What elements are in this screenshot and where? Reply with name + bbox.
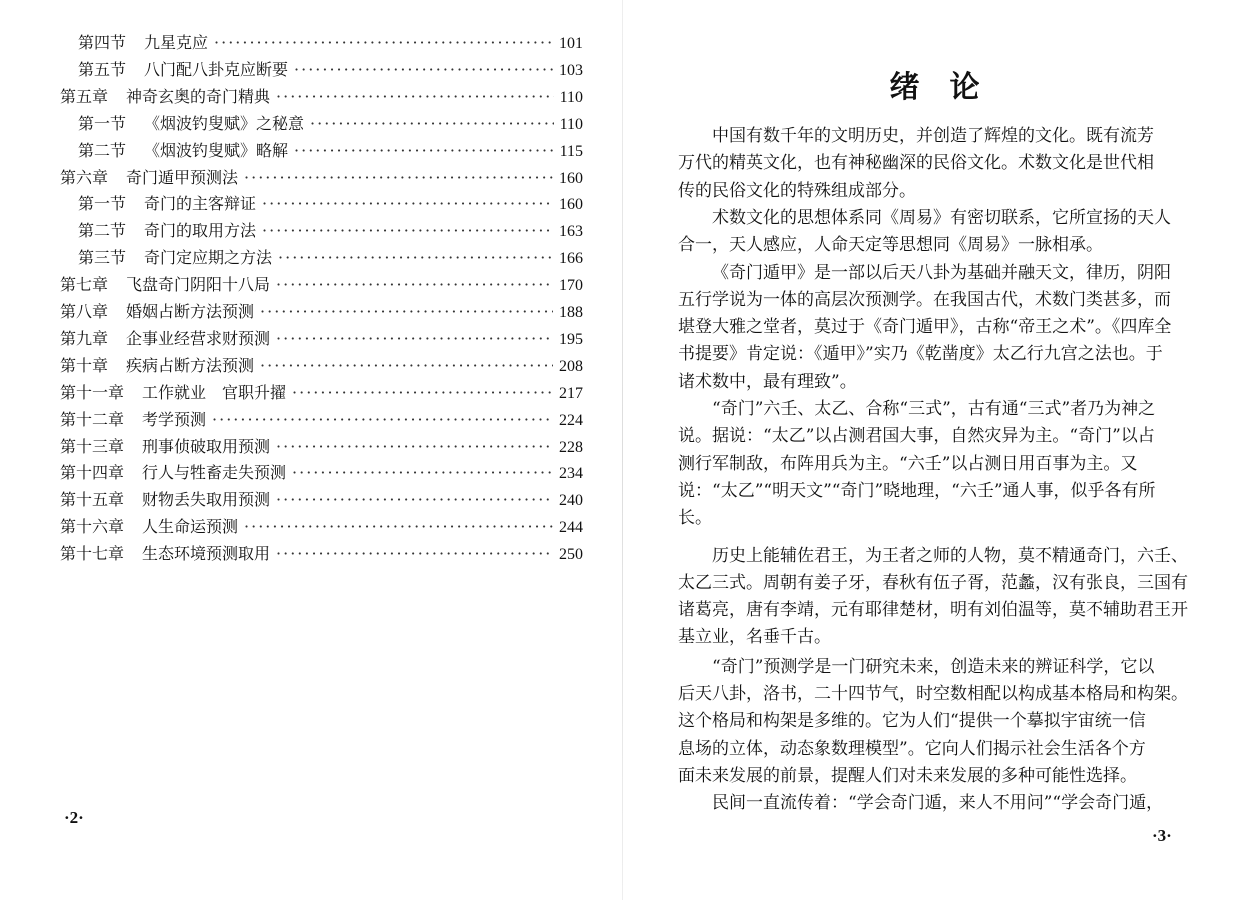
text-line: 历史上能辅佐君王，为王者之师的人物，莫不精通奇门，六壬、	[712, 545, 1188, 566]
toc-entry	[60, 514, 583, 540]
toc-entry	[60, 434, 583, 460]
text-line: 基立业，名垂千古。	[678, 627, 831, 648]
toc-entry-title: 九星克应	[144, 33, 209, 52]
toc-entry	[78, 245, 583, 271]
text-line: 长。	[678, 508, 712, 529]
toc-entry	[60, 460, 583, 486]
toc-leader-dots	[276, 326, 553, 352]
toc-entry	[60, 353, 583, 379]
toc-entry-number: 第二节	[78, 221, 127, 241]
toc-leader-dots	[276, 272, 553, 298]
toc-leader-dots	[214, 30, 553, 56]
toc-entry-number: 第五章	[60, 86, 109, 106]
text-line: 诸葛亮，唐有李靖，元有耶律楚材，明有刘伯温等，莫不辅助君王开	[678, 600, 1188, 621]
toc-entry-page: 188	[559, 304, 583, 321]
toc-entry-page: 103	[559, 61, 583, 79]
toc-entry-number: 第六章	[60, 167, 109, 187]
text-line: 说：“太乙”“明天文”“奇门”晓地理，“六壬”通人事，似乎各有所	[678, 480, 1156, 501]
toc-entry-title: 人生命运预测	[142, 517, 239, 537]
toc-leader-dots	[212, 407, 553, 433]
toc-leader-dots	[276, 541, 553, 567]
text-line: 五行学说为一体的高层次预测学。在我国古代，术数门类甚多，而	[678, 289, 1171, 310]
text-line: 术数文化的思想体系同《周易》有密切联系，它所宣扬的天人	[712, 207, 1171, 228]
toc-entry-title: 财物丢失取用预测	[142, 490, 271, 510]
toc-entry	[78, 30, 583, 56]
toc-entry-number: 第九章	[60, 328, 109, 348]
toc-entry-title: 婚姻占断方法预测	[126, 302, 255, 321]
toc-entry-page: 163	[559, 223, 583, 241]
toc-entry-number: 第十四章	[60, 463, 125, 483]
toc-entry-number: 第三节	[78, 248, 127, 268]
toc-entry-number: 第二节	[78, 140, 127, 160]
text-line: 堪登大雅之堂者，莫过于《奇门遁甲》，古称“帝王之术”。《四库全	[678, 317, 1172, 338]
toc-leader-dots	[276, 434, 553, 460]
toc-entry-title: 奇门定应期之方法	[144, 248, 273, 268]
toc-leader-dots	[292, 380, 553, 406]
toc-entry	[78, 57, 583, 83]
toc-leader-dots	[294, 57, 553, 83]
toc-entry-page: 170	[559, 277, 583, 295]
toc-leader-dots	[294, 138, 554, 164]
toc-leader-dots	[262, 218, 553, 244]
toc-entry-page: 160	[559, 169, 583, 187]
toc-leader-dots	[260, 353, 553, 379]
toc-entry-title: 疾病占断方法预测	[126, 355, 255, 375]
toc-entry-title: 行人与牲畜走失预测	[142, 463, 287, 483]
toc-entry-number: 第十七章	[60, 544, 125, 564]
toc-entry-number: 第七章	[60, 275, 109, 295]
toc-entry-title: 《烟波钓叟赋》略解	[144, 140, 289, 160]
toc-entry-page: 224	[559, 411, 583, 429]
toc-entry	[60, 299, 583, 325]
toc-leader-dots	[244, 514, 553, 540]
toc-entry-title: 飞盘奇门阴阳十八局	[126, 275, 271, 295]
toc-entry	[78, 138, 583, 164]
toc-leader-dots	[310, 111, 554, 137]
toc-entry-title: 生态环境预测取用	[142, 544, 271, 564]
text-line: 传的民俗文化的特殊组成部分。	[678, 180, 916, 201]
toc-leader-dots	[244, 165, 553, 191]
toc-entry-page: 166	[559, 250, 583, 268]
text-line: 这个格局和构架是多维的。它为人们“提供一个摹拟宇宙统一信	[678, 711, 1146, 732]
text-line: 万代的精英文化，也有神秘幽深的民俗文化。术数文化是世代相	[678, 153, 1154, 174]
toc-leader-dots	[262, 191, 553, 217]
toc-leader-dots	[292, 460, 553, 486]
toc-entry-number: 第十一章	[60, 382, 125, 402]
toc-entry-page: 101	[559, 35, 583, 52]
toc-entry	[60, 487, 583, 513]
toc-entry-number: 第十章	[60, 355, 109, 375]
toc-entry-title: 刑事侦破取用预测	[142, 436, 271, 456]
text-line: 民间一直流传着：“学会奇门遁，来人不用问”“学会奇门遁，	[712, 793, 1164, 814]
toc-entry	[60, 272, 583, 298]
toc-entry-title: 工作就业 官职升擢	[142, 382, 287, 402]
text-line: 《奇门遁甲》是一部以后天八卦为基础并融天文，律历，阴阳	[712, 262, 1171, 283]
toc-entry	[60, 84, 583, 110]
toc-entry-page: 217	[559, 384, 583, 402]
toc-entry-number: 第五节	[78, 59, 127, 79]
toc-entry-title: 《烟波钓叟赋》之秘意	[144, 113, 305, 133]
text-line: “奇门”预测学是一门研究未来，创造未来的辨证科学，它以	[712, 656, 1155, 677]
text-line: 测行军制敌，布阵用兵为主。“六壬”以占测日用百事为主。又	[678, 453, 1138, 474]
toc-entry-page: 250	[559, 546, 583, 564]
toc-entry-title: 考学预测	[142, 409, 207, 429]
toc-entry-number: 第八章	[60, 302, 109, 321]
toc-leader-dots	[260, 299, 553, 325]
text-line: 后天八卦，洛书，二十四节气，时空数相配以构成基本格局和构架。	[678, 684, 1188, 704]
toc-entry-number: 第一节	[78, 113, 127, 133]
toc-entry-number: 第十三章	[60, 436, 125, 456]
toc-entry-number: 第十六章	[60, 517, 125, 537]
toc-entry-title: 奇门的取用方法	[144, 221, 257, 241]
text-line: 息场的立体，动态象数理模型”。它向人们揭示社会生活各个方	[678, 738, 1146, 759]
toc-entry-number: 第一节	[78, 194, 127, 214]
toc-entry	[78, 111, 583, 137]
text-line: 说。据说：“太乙”以占测君国大事，自然灾异为主。“奇门”以占	[678, 426, 1155, 447]
text-line: 合一，天人感应，人命天定等思想同《周易》一脉相承。	[678, 235, 1103, 256]
toc-entry-title: 企事业经营求财预测	[126, 328, 271, 348]
toc-entry	[78, 191, 583, 217]
toc-entry-page: 195	[559, 330, 583, 348]
text-line: 中国有数千年的文明历史，并创造了辉煌的文化。既有流芳	[712, 126, 1154, 146]
chapter-title: 绪论	[889, 70, 1010, 105]
toc-entry-page: 110	[559, 88, 583, 106]
text-line: “奇门”六壬、太乙、合称“三式”，古有通“三式”者乃为神之	[712, 399, 1156, 419]
toc-leader-dots	[276, 84, 554, 110]
toc-entry	[60, 326, 583, 352]
toc-entry-page: 244	[559, 519, 583, 537]
toc-entry-number: 第十五章	[60, 490, 125, 510]
text-line: 书提要》肯定说：《遁甲》”实乃《乾凿度》太乙行九宫之法也。于	[678, 344, 1163, 365]
toc-entry-page: 115	[559, 142, 583, 160]
toc-entry-page: 110	[559, 115, 583, 133]
text-line: 太乙三式。周朝有姜子牙，春秋有伍子胥，范蠡，汉有张良，三国有	[678, 572, 1188, 593]
toc-entry-title: 神奇玄奥的奇门精典	[126, 86, 271, 106]
text-line: 面未来发展的前景，提醒人们对未来发展的多种可能性选择。	[678, 765, 1137, 786]
toc-entry	[60, 541, 583, 567]
toc-entry-number: 第四节	[78, 33, 127, 52]
toc-entry-number: 第十二章	[60, 409, 125, 429]
toc-entry-page: 160	[559, 196, 583, 214]
toc-entry	[60, 380, 583, 406]
toc-leader-dots	[278, 245, 553, 271]
toc-entry-title: 八门配八卦克应断要	[144, 59, 289, 79]
toc-entry-page: 240	[559, 492, 583, 510]
toc-entry	[60, 165, 583, 191]
toc-entry-title: 奇门的主客辩证	[144, 194, 257, 214]
toc-entry-page: 228	[559, 438, 583, 456]
left-page-number: ·2·	[64, 808, 84, 827]
toc-entry	[60, 407, 583, 433]
toc-leader-dots	[276, 487, 553, 513]
toc-entry-title: 奇门遁甲预测法	[126, 167, 239, 187]
toc-entry-page: 234	[559, 465, 583, 483]
toc-entry-page: 208	[559, 357, 583, 375]
text-line: 诸术数中，最有理致”。	[678, 371, 857, 392]
toc-entry	[78, 218, 583, 244]
right-page-number: ·3·	[1152, 826, 1172, 845]
